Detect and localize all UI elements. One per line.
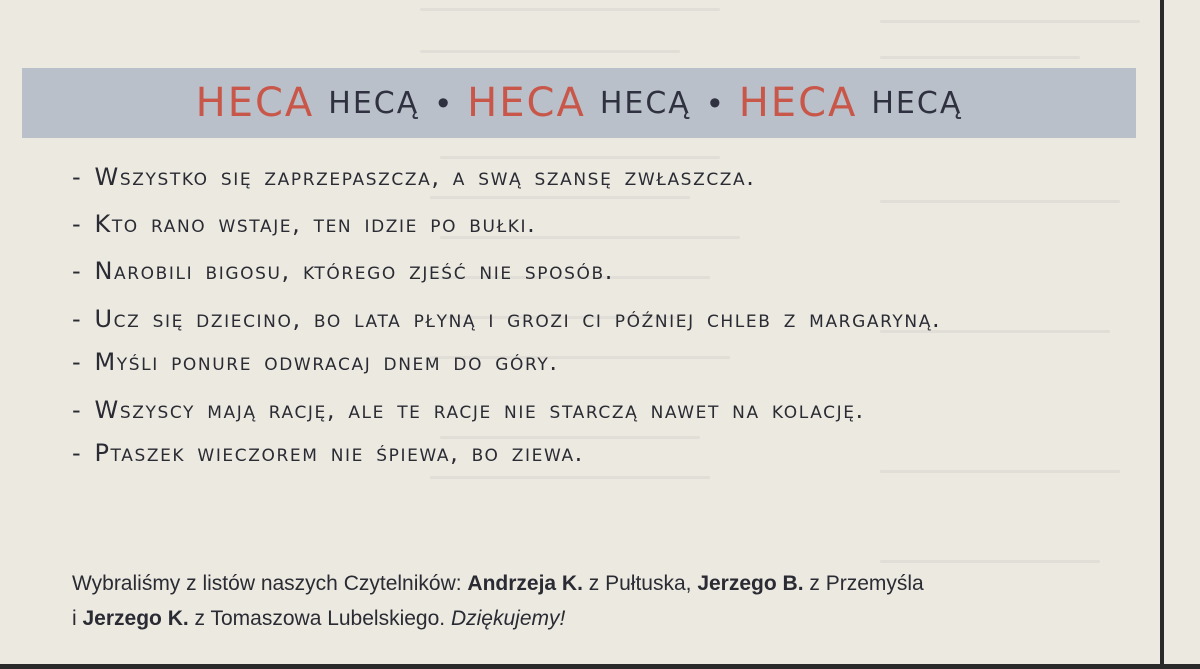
- saying-item: - Narobili bigosu, którego zjeść nie sposób.: [72, 257, 614, 285]
- column-rule-vertical: [1160, 0, 1164, 669]
- credits-intro: Wybraliśmy z listów naszych Czytelników:: [72, 572, 468, 595]
- banner-heca-small-1: HECĄ: [328, 85, 420, 121]
- reader-place-3: z Tomaszowa Lubelskiego.: [188, 607, 451, 630]
- sayings-list: [72, 160, 1144, 483]
- saying-item: - Wszystko się zaprzepaszcza, a swą szansę zwłaszcza.: [72, 163, 756, 191]
- credits-paragraph: [72, 566, 1144, 636]
- reader-place-2: z Przemyśla: [803, 572, 924, 595]
- banner-bullet-1: •: [437, 83, 450, 122]
- heading-banner: [22, 68, 1136, 138]
- reader-name-1: Andrzeja K.: [467, 572, 583, 595]
- banner-heca-small-3: HECĄ: [871, 85, 963, 121]
- banner-bullet-2: •: [708, 83, 721, 122]
- banner-heca-small-2: HECĄ: [599, 85, 691, 121]
- bottom-rule: [0, 664, 1200, 669]
- reader-name-3: Jerzego K.: [82, 607, 189, 630]
- saying-item: - Kto rano wstaje, ten idzie po bułki.: [72, 210, 537, 238]
- credits-conjunction: i: [72, 607, 83, 630]
- saying-item: - Wszyscy mają rację, ale te racje nie starczą nawet na kolację.: [72, 396, 865, 424]
- reader-place-1: z Pułtuska,: [582, 572, 698, 595]
- thanks-text: Dziękujemy!: [450, 607, 566, 630]
- saying-item: - Ptaszek wieczorem nie śpiewa, bo ziewa.: [72, 439, 584, 467]
- reader-name-2: Jerzego B.: [697, 572, 804, 595]
- banner-heca-2: HECA: [467, 80, 586, 126]
- banner-heca-1: HECA: [195, 80, 315, 126]
- banner-heca-3: HECA: [738, 80, 858, 126]
- saying-item: - Ucz się dziecino, bo lata płyną i grozi ci później chleb z margaryną.: [72, 305, 942, 333]
- saying-item: - Myśli ponure odwracaj dnem do góry.: [72, 348, 559, 376]
